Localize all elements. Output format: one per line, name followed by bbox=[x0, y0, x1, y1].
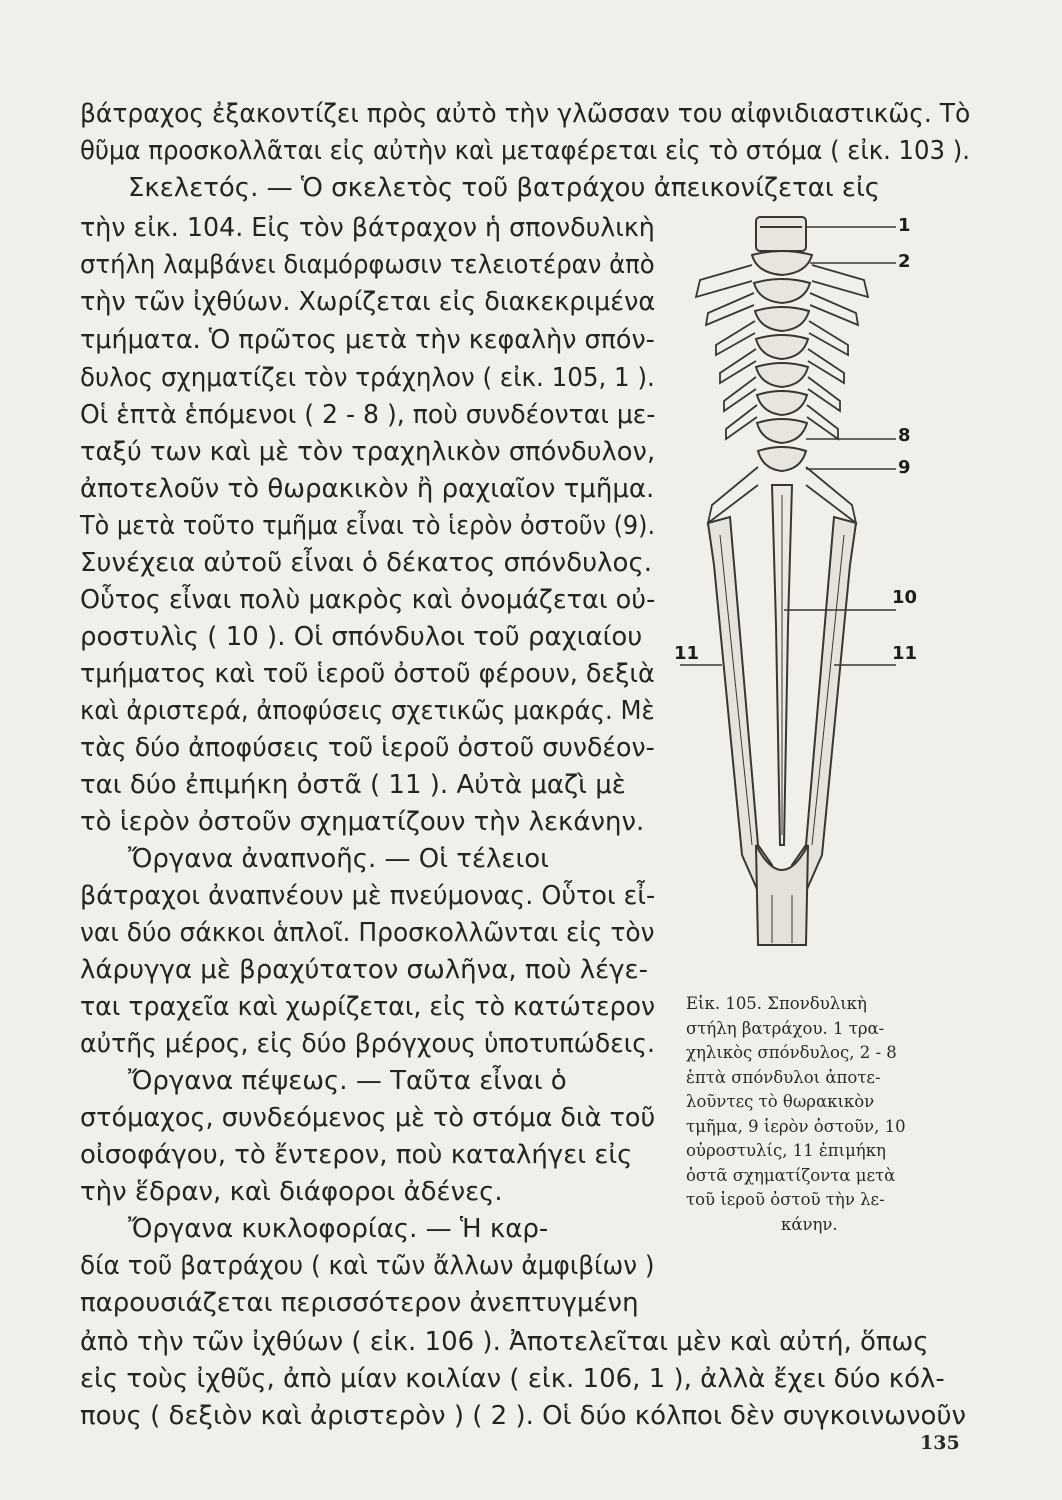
figure-label-9: 9 bbox=[898, 457, 911, 478]
caption-line: λοῦντες τὸ θωρακικὸν bbox=[686, 1092, 875, 1111]
figure-label-10: 10 bbox=[892, 587, 918, 608]
figure-label-1: 1 bbox=[898, 215, 911, 236]
figure-label-8: 8 bbox=[898, 425, 911, 446]
figure-label-11-left: 11 bbox=[674, 643, 700, 664]
section-heading-digestion: Ὄργανα πέψεως. — Ταῦτα εἶναι ὁ bbox=[128, 1066, 567, 1096]
text-line: καὶ ἀριστερά, ἀποφύσεις σχετικῶς μακράς. Μὲ bbox=[80, 696, 655, 726]
text-line: τὴν εἰκ. 104. Εἰς τὸν βάτραχον ἡ σπονδυλικὴ bbox=[80, 213, 655, 243]
text-line: τὴν τῶν ἰχθύων. Χωρίζεται εἰς διακεκριμένα bbox=[80, 287, 656, 317]
text-line: εἰς τοὺς ἰχθῦς, ἀπὸ μίαν κοιλίαν ( εἰκ. 106, 1 ), ἀλλὰ ἔχει δύο κόλ- bbox=[80, 1364, 945, 1394]
text-line: δία τοῦ βατράχου ( καὶ τῶν ἄλλων ἀμφιβίων ) bbox=[80, 1251, 655, 1281]
text-line: Συνέχεια αὐτοῦ εἶναι ὁ δέκατος σπόνδυλος. bbox=[80, 548, 652, 578]
text-line: τμήματος καὶ τοῦ ἱεροῦ ὀστοῦ φέρουν, δεξιὰ bbox=[80, 659, 655, 689]
text-line: δυλος σχηματίζει τὸν τράχηλον ( εἰκ. 105, 1 ). bbox=[80, 363, 655, 393]
text-line: τὴν ἕδραν, καὶ διάφοροι ἀδένες. bbox=[80, 1177, 503, 1207]
text-line: ται δύο ἐπιμήκη ὀστᾶ ( 11 ). Αὐτὰ μαζὶ μὲ bbox=[80, 770, 626, 800]
text-line: ροστυλὶς ( 10 ). Οἱ σπόνδυλοι τοῦ ραχιαίου bbox=[80, 622, 643, 652]
text-line: Τὸ μετὰ τοῦτο τμῆμα εἶναι τὸ ἱερὸν ὀστοῦν (9). bbox=[80, 511, 656, 541]
text-line: λάρυγγα μὲ βραχύτατον σωλῆνα, ποὺ λέγε- bbox=[80, 955, 648, 985]
vertebra-1 bbox=[756, 217, 806, 251]
text-line: οἰσοφάγου, τὸ ἔντερον, ποὺ καταλήγει εἰς bbox=[80, 1140, 633, 1170]
page-number: 135 bbox=[920, 1432, 960, 1454]
section-heading-circulation: Ὄργανα κυκλοφορίας. — Ἡ καρ- bbox=[128, 1214, 549, 1244]
caption-line: Εἰκ. 105. Σπονδυλικὴ bbox=[686, 994, 867, 1013]
figure-label-11-right: 11 bbox=[892, 643, 918, 664]
text-line: ταξύ των καὶ μὲ τὸν τραχηλικὸν σπόνδυλον, bbox=[80, 437, 656, 467]
text-line: ται τραχεῖα καὶ χωρίζεται, εἰς τὸ κατώτερον bbox=[80, 992, 656, 1022]
text-line: παρουσιάζεται περισσότερον ἀνεπτυγμένη bbox=[80, 1288, 639, 1318]
text-line: τὰς δύο ἀποφύσεις τοῦ ἱεροῦ ὀστοῦ συνδέον- bbox=[80, 733, 655, 763]
text-line: ἀπὸ τὴν τῶν ἰχθύων ( εἰκ. 106 ). Ἀποτελεῖται μὲν καὶ αὐτή, ὅπως bbox=[80, 1327, 929, 1357]
caption-line: τμῆμα, 9 ἱερὸν ὀστοῦν, 10 bbox=[686, 1116, 906, 1136]
ilium-right bbox=[792, 517, 856, 905]
figure-label-2: 2 bbox=[898, 251, 911, 272]
figure-frog-spine bbox=[660, 205, 950, 1005]
text-line: στόμαχος, συνδεόμενος μὲ τὸ στόμα διὰ τοῦ bbox=[80, 1103, 656, 1133]
caption-line: τοῦ ἱεροῦ ὀστοῦ τὴν λε- bbox=[686, 1190, 885, 1209]
text-line: βάτραχοι ἀναπνέουν μὲ πνεύμονας. Οὗτοι εἶ- bbox=[80, 881, 656, 911]
text-line: τὸ ἱερὸν ὀστοῦν σχηματίζουν τὴν λεκάνην. bbox=[80, 807, 645, 837]
text-line: θῦμα προσκολλᾶται εἰς αὐτὴν καὶ μεταφέρεται εἰς τὸ στόμα ( εἰκ. 103 ). bbox=[80, 136, 971, 166]
vertebrae-2-8 bbox=[752, 251, 812, 471]
figure-caption bbox=[686, 992, 966, 1237]
text-line: Οὗτος εἶναι πολὺ μακρὸς καὶ ὀνομάζεται οὐ- bbox=[80, 585, 656, 615]
caption-line: ἑπτὰ σπόνδυλοι ἀποτε- bbox=[686, 1067, 881, 1087]
text-line: Οἱ ἑπτὰ ἑπόμενοι ( 2 - 8 ), ποὺ συνδέονται με- bbox=[80, 400, 656, 430]
text-line: πους ( δεξιὸν καὶ ἀριστερὸν ) ( 2 ). Οἱ δύο κόλποι δὲν συγκοινωνοῦν bbox=[80, 1401, 967, 1431]
section-heading-skeleton: Σκελετός. — Ὁ σκελετὸς τοῦ βατράχου ἀπεικονίζεται εἰς bbox=[128, 173, 881, 203]
text-line: αὐτῆς μέρος, εἰς δύο βρόγχους ὑποτυπώδεις. bbox=[80, 1029, 656, 1059]
section-heading-respiration: Ὄργανα ἀναπνοῆς. — Οἱ τέλειοι bbox=[128, 844, 549, 874]
text-line: βάτραχος ἐξακοντίζει πρὸς αὐτὸ τὴν γλῶσσαν του αἰφνιδιαστικῶς. Τὸ bbox=[80, 99, 971, 129]
text-line: στήλη λαμβάνει διαμόρφωσιν τελειοτέραν ἀπὸ bbox=[80, 250, 655, 280]
text-line: τμήματα. Ὁ πρῶτος μετὰ τὴν κεφαλὴν σπόν- bbox=[80, 325, 655, 355]
ilium-left bbox=[708, 517, 772, 905]
pelvis bbox=[756, 845, 808, 945]
text-line: ἀποτελοῦν τὸ θωρακικὸν ἢ ραχιαῖον τμῆμα. bbox=[80, 474, 655, 504]
caption-line: ὀστᾶ σχηματίζοντα μετὰ bbox=[686, 1165, 896, 1185]
caption-line: οὐροστυλίς, 11 ἐπιμήκη bbox=[686, 1141, 886, 1160]
caption-line: κάνην. bbox=[781, 1214, 838, 1234]
caption-line: χηλικὸς σπόνδυλος, 2 - 8 bbox=[686, 1043, 897, 1062]
text-line: ναι δύο σάκκοι ἁπλοῖ. Προσκολλῶνται εἰς τὸν bbox=[80, 918, 655, 948]
caption-line: στήλη βατράχου. 1 τρα- bbox=[686, 1018, 885, 1038]
